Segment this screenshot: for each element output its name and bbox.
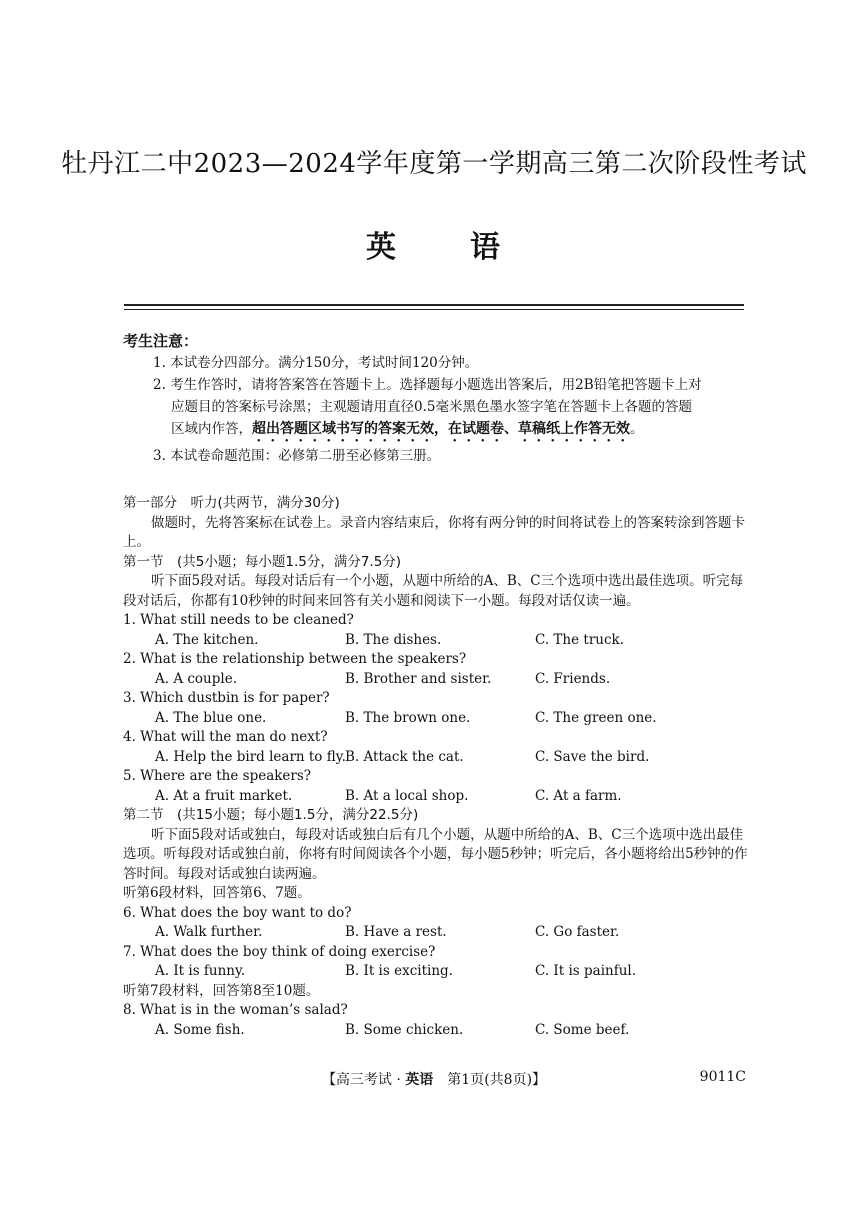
option-row	[123, 923, 748, 943]
option-row	[123, 962, 748, 982]
question-stem: 7. What does the boy think of doing exercise?	[123, 943, 436, 960]
footer-text: 【高三考试 ·	[321, 1072, 406, 1088]
section-title: 第二节 (共15小题；每小题1.5分，满分22.5分)	[123, 807, 419, 823]
option-b: B. Have a rest.	[345, 924, 447, 940]
paper-code: 9011C	[699, 1069, 746, 1085]
header-rule	[124, 304, 744, 306]
option-b: B. Attack the cat.	[345, 748, 464, 765]
subject-char: 英	[366, 230, 398, 265]
option-row	[123, 670, 748, 690]
option-a: A. Walk further.	[155, 924, 263, 940]
option-b: B. The dishes.	[345, 631, 442, 648]
exam-title: 牡丹江二中2023—2024学年度第一学期高三第二次阶段性考试	[61, 149, 807, 179]
option-b: B. Some chicken.	[345, 1021, 464, 1038]
question-list	[123, 611, 748, 806]
notice-item-cont: 应题目的答案标号涂黑；主观题请用直径0.5毫米黑色墨水签字笔在答题卡上各题的答题	[171, 399, 692, 415]
option-row	[123, 1021, 748, 1041]
section-title: 第一节 (共5小题；每小题1.5分，满分7.5分)	[123, 553, 402, 570]
candidate-notice	[123, 330, 748, 467]
option-a: A. The kitchen.	[155, 631, 259, 648]
notice-item: 2. 考生作答时，请将答案答在答题卡上。选择题每小题选出答案后，用2B铅笔把答题卡上对	[153, 377, 702, 393]
notice-item: 1. 本试卷分四部分。满分150分，考试时间120分钟。	[153, 355, 479, 371]
option-b: B. It is exciting.	[345, 963, 453, 979]
option-c: C. The green one.	[535, 709, 657, 726]
option-b: B. The brown one.	[345, 709, 471, 726]
material-instruction: 听第7段材料，回答第8至10题。	[123, 982, 320, 999]
question-list	[123, 904, 748, 982]
notice-emphasis: 超出答题区域书写的答案无效，在试题卷、草稿纸上作答无效	[252, 421, 630, 437]
section-intro: 听下面5段对话。每段对话后有一个小题，从题中所给的A、B、C三个选项中选出最佳选项。听完每段对话后，你都有10秒钟的时间来回答有关小题和阅读下一小题。每段对话仅读一遍。	[123, 573, 744, 609]
option-b: B. At a local shop.	[345, 787, 469, 804]
option-c: C. It is painful.	[535, 963, 637, 979]
question-stem: 5. Where are the speakers?	[123, 768, 312, 784]
notice-item-cont	[123, 418, 748, 445]
subject-char: 语	[470, 230, 502, 265]
option-c: C. Save the bird.	[535, 748, 650, 765]
material-instruction: 听第6段材料，回答第6、7题。	[123, 885, 311, 901]
exam-body	[123, 494, 748, 1040]
option-a: A. Help the bird learn to fly.	[155, 748, 346, 765]
question-stem: 2. What is the relationship between the speakers?	[123, 651, 467, 667]
section-intro: 听下面5段对话或独白，每段对话或独白后有几个小题，从题中所给的A、B、C三个选项中选出最佳选项。听每段对话或独白前，你将有时间阅读各个小题，每小题5秒钟；听完后，各小题将给出5秒钟的作答时间。每段对话或独白读两遍。	[123, 826, 748, 882]
part-title: 第一部分 听力(共两节，满分30分)	[123, 495, 340, 511]
option-a: A. At a fruit market.	[155, 787, 293, 804]
option-row	[123, 748, 748, 768]
option-c: C. Some beef.	[535, 1021, 630, 1038]
notice-text: 区域内作答，	[171, 421, 252, 437]
question-stem: 6. What does the boy want to do?	[123, 904, 352, 921]
option-a: A. Some fish.	[155, 1021, 245, 1038]
question-stem: 3. Which dustbin is for paper?	[123, 690, 330, 706]
question-stem: 4. What will the man do next?	[123, 729, 328, 745]
option-a: A. The blue one.	[155, 709, 267, 726]
subject-heading	[0, 222, 868, 266]
option-c: C. Friends.	[535, 670, 611, 687]
option-c: C. Go faster.	[535, 924, 620, 940]
header-rule	[124, 309, 744, 310]
option-a: A. It is funny.	[155, 963, 246, 979]
question-list	[123, 1001, 748, 1040]
part-intro: 做题时，先将答案标在试卷上。录音内容结束后，你将有两分钟的时间将试卷上的答案转涂到答题卡上。	[123, 514, 745, 550]
question-stem: 8. What is in the woman’s salad?	[123, 1002, 348, 1018]
option-row	[123, 709, 748, 729]
option-row	[123, 787, 748, 807]
notice-item: 3. 本试卷命题范围：必修第二册至必修第三册。	[153, 448, 441, 464]
question-stem: 1. What still needs to be cleaned?	[123, 612, 354, 628]
option-c: C. At a farm.	[535, 787, 622, 804]
option-row	[123, 631, 748, 651]
notice-text: 。	[630, 421, 644, 437]
page-footer	[0, 1069, 868, 1089]
option-b: B. Brother and sister.	[345, 670, 492, 687]
footer-subject: 英语	[405, 1072, 434, 1088]
option-a: A. A couple.	[155, 670, 237, 687]
footer-page: 第1页(共8页)】	[433, 1072, 547, 1088]
option-c: C. The truck.	[535, 631, 625, 648]
notice-title: 考生注意：	[123, 332, 199, 350]
